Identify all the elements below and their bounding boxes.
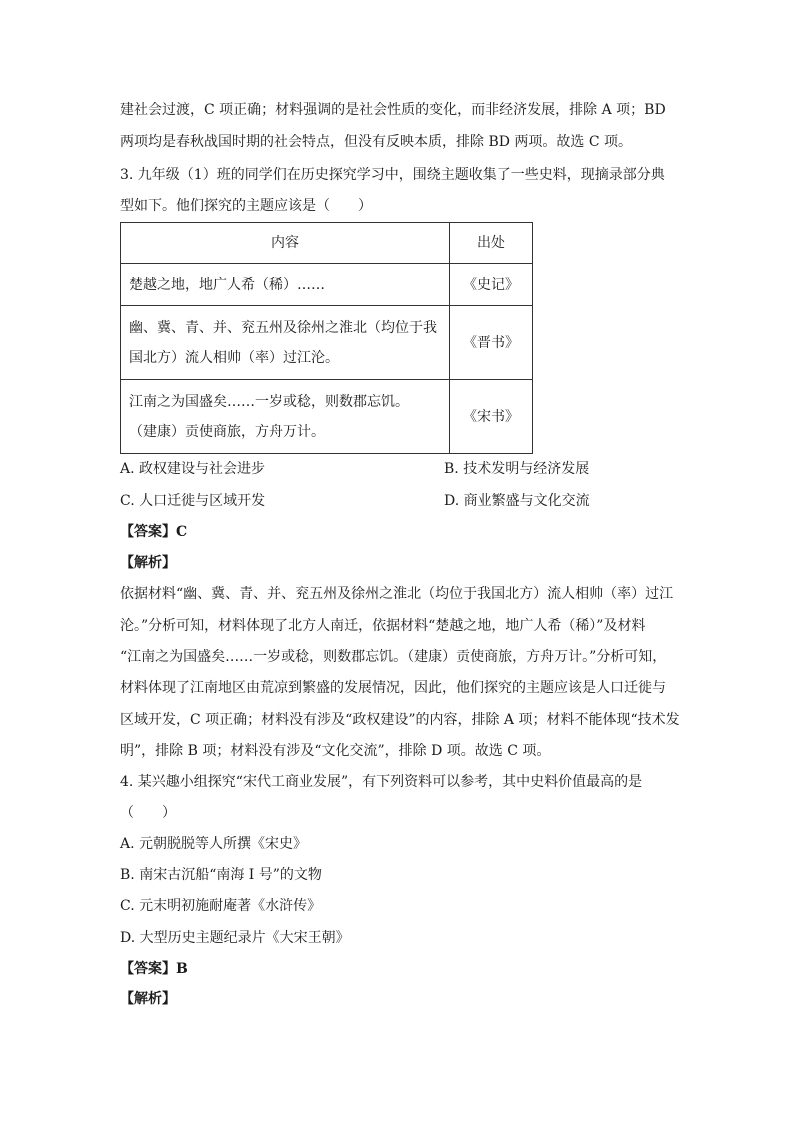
q3-analysis-label: 【解析】 (120, 555, 176, 571)
q3-analysis-line-3: “江南之为国盛矣……一岁或稔，则数郡忘饥。（建康）贡使商旅，方舟万计。”分析可知， (120, 649, 667, 665)
table-cell-text: 幽、冀、青、并、兖五州及徐州之淮北（均位于我 (129, 319, 437, 336)
q4-option-b: B. 南宋古沉船“南海 I 号”的文物 (120, 867, 322, 883)
table-cell-content (121, 306, 450, 380)
table-cell-text: 国北方）流人相帅（率）过江沦。 (129, 349, 339, 366)
table-row (121, 380, 533, 454)
q4-stem-line-1: 4. 某兴趣小组探究“宋代工商业发展”，有下列资料可以参考，其中史料价值最高的是 (120, 774, 643, 790)
q3-stem-line-1: 3. 九年级（1）班的同学们在历史探究学习中，围绕主题收集了一些史料，现摘录部分典 (120, 167, 665, 183)
q4-answer: 【答案】B (120, 961, 188, 977)
q3-analysis-line-1: 依据材料“幽、冀、青、并、兖五州及徐州之淮北（均位于我国北方）流人相帅（率）过江 (120, 586, 674, 602)
table-row (121, 264, 533, 306)
q4-analysis-label: 【解析】 (120, 991, 176, 1007)
q3-analysis-line-2: 沦。”分析可知，材料体现了北方人南迁，依据材料“楚越之地，地广人希（稀）”及材料 (120, 618, 646, 634)
table-cell-text: 楚越之地，地广人希（稀）…… (129, 276, 325, 293)
q4-option-d: D. 大型历史主题纪录片《大宋王朝》 (120, 930, 350, 946)
prev-explanation-line-2: 两项均是春秋战国时期的社会特点，但没有反映本质，排除 BD 两项。故选 C 项。 (120, 134, 633, 150)
table-cell-source: 《宋书》 (450, 380, 533, 454)
table-cell-text: （建康）贡使商旅，方舟万计。 (129, 423, 325, 440)
table-row (121, 306, 533, 380)
q3-analysis-line-5: 区域开发，C 项正确；材料没有涉及“政权建设”的内容，排除 A 项；材料不能体现“技术发 (120, 712, 680, 728)
table-cell-source: 《史记》 (450, 264, 533, 306)
table-header-row (121, 223, 533, 264)
q4-option-c: C. 元末明初施耐庵著《水浒传》 (120, 898, 322, 914)
q3-option-a: A. 政权建设与社会进步 (120, 461, 266, 477)
q4-stem-line-2: （ ） (120, 805, 176, 821)
q3-source-table (120, 222, 533, 454)
q4-option-a: A. 元朝脱脱等人所撰《宋史》 (120, 836, 308, 852)
table-cell-source: 《晋书》 (450, 306, 533, 380)
table-cell-content (121, 380, 450, 454)
q3-answer: 【答案】C (120, 524, 188, 540)
q3-analysis-line-6: 明”，排除 B 项；材料没有涉及“文化交流”，排除 D 项。故选 C 项。 (120, 743, 551, 759)
q3-option-c: C. 人口迁徙与区域开发 (120, 493, 266, 509)
table-header-content: 内容 (121, 223, 450, 264)
q3-option-d: D. 商业繁盛与文化交流 (444, 493, 590, 509)
q3-stem-line-2: 型如下。他们探究的主题应该是（ ） (120, 198, 372, 214)
q3-analysis-line-4: 材料体现了江南地区由荒凉到繁盛的发展情况，因此，他们探究的主题应该是人口迁徙与 (120, 680, 666, 696)
q3-option-b: B. 技术发明与经济发展 (444, 461, 590, 477)
prev-explanation-line-1: 建社会过渡，C 项正确；材料强调的是社会性质的变化，而非经济发展，排除 A 项；BD (120, 102, 666, 118)
table-cell-content (121, 264, 450, 306)
table-cell-text: 江南之为国盛矣……一岁或稔，则数郡忘饥。 (129, 393, 409, 410)
table-header-source: 出处 (450, 223, 533, 264)
